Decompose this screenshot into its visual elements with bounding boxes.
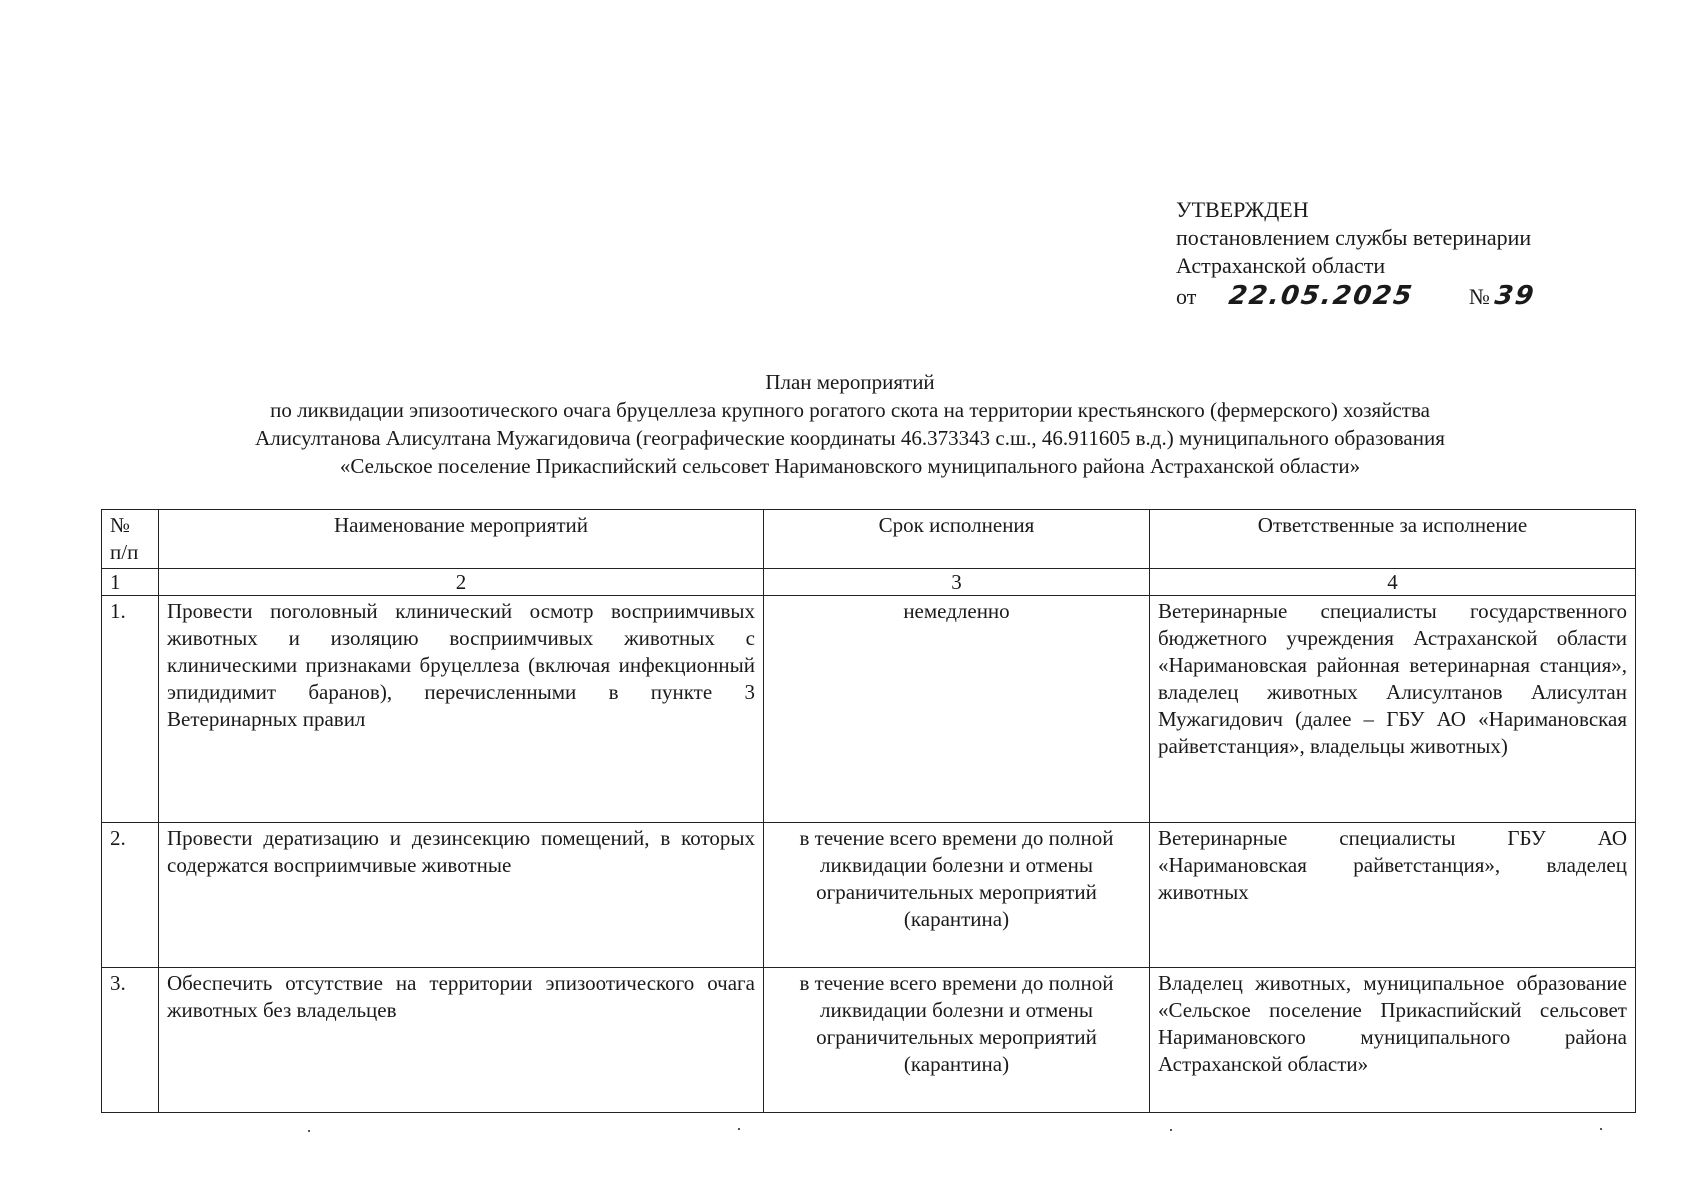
- header-activity: Наименование мероприятий: [159, 510, 764, 569]
- row-activity: Провести поголовный клинический осмотр восприимчивых животных и изоляцию восприимчивых животных с клиническими признаками бруцеллеза (включая инфекционный эпидидимит баранов), перечисленными в пункте 3 Ветеринарных правил: [159, 596, 764, 823]
- row-deadline: в течение всего времени до полной ликвидации болезни и отмены ограничительных мероприятий (карантина): [764, 968, 1150, 1113]
- scan-speck: [1170, 1129, 1172, 1131]
- approval-line-2: Астраханской области: [1176, 253, 1386, 278]
- title-line-4: «Сельское поселение Прикаспийский сельсовет Наримановского муниципального района Астраханской области»: [339, 454, 1361, 478]
- scan-speck: [308, 1130, 310, 1132]
- title-line-1: План мероприятий: [765, 370, 935, 394]
- scan-speck: [1600, 1128, 1602, 1130]
- row-activity: Обеспечить отсутствие на территории эпизоотического очага животных без владельцев: [159, 968, 764, 1113]
- table-row: [102, 968, 1636, 1113]
- approval-heading: УТВЕРЖДЕН: [1176, 197, 1309, 222]
- row-responsible: Ветеринарные специалисты государственного бюджетного учреждения Астраханской области «Наримановская районная ветеринарная станция», владелец животных Алисултанов Алисултан Мужагидович (далее – ГБУ АО «Наримановская райветстанция», владельцы животных): [1150, 596, 1636, 823]
- column-number-row: [102, 569, 1636, 596]
- approval-line-1: постановлением службы ветеринарии: [1176, 225, 1532, 250]
- document-title: [140, 368, 1560, 480]
- approval-date: 22.05.2025: [1227, 281, 1416, 311]
- approval-number: 39: [1493, 281, 1538, 311]
- approval-stamp: [1176, 196, 1656, 311]
- approval-date-row: [1176, 282, 1656, 311]
- table-row: [102, 596, 1636, 823]
- scan-speck: [738, 1128, 740, 1130]
- plan-table: [101, 509, 1636, 1113]
- table-row: [102, 823, 1636, 968]
- row-responsible: Ветеринарные специалисты ГБУ АО «Наримановская райветстанция», владелец животных: [1150, 823, 1636, 968]
- title-line-2: по ликвидации эпизоотического очага бруцеллеза крупного рогатого скота на территории крестьянского (фермерского) хозяйства: [270, 398, 1430, 422]
- row-num: 3.: [102, 968, 159, 1113]
- number-label: №: [1468, 284, 1490, 309]
- row-num: 1.: [102, 596, 159, 823]
- from-label: от: [1176, 284, 1197, 309]
- column-number: 3: [764, 569, 1150, 596]
- row-num: 2.: [102, 823, 159, 968]
- header-deadline: Срок исполнения: [764, 510, 1150, 569]
- column-number: 4: [1150, 569, 1636, 596]
- row-deadline: в течение всего времени до полной ликвидации болезни и отмены ограничительных мероприятий (карантина): [764, 823, 1150, 968]
- row-activity: Провести дератизацию и дезинсекцию помещений, в которых содержатся восприимчивые животные: [159, 823, 764, 968]
- row-responsible: Владелец животных, муниципальное образование «Сельское поселение Прикаспийский сельсовет Наримановского муниципального района Астраханской области»: [1150, 968, 1636, 1113]
- row-deadline: немедленно: [764, 596, 1150, 823]
- table-header-row: [102, 510, 1636, 569]
- header-responsible: Ответственные за исполнение: [1150, 510, 1636, 569]
- column-number: 1: [102, 569, 159, 596]
- header-num: № п/п: [102, 510, 159, 569]
- column-number: 2: [159, 569, 764, 596]
- title-line-3: Алисултанова Алисултана Мужагидовича (географические координаты 46.373343 с.ш., 46.911605 в.д.) муниципального образования: [255, 426, 1445, 450]
